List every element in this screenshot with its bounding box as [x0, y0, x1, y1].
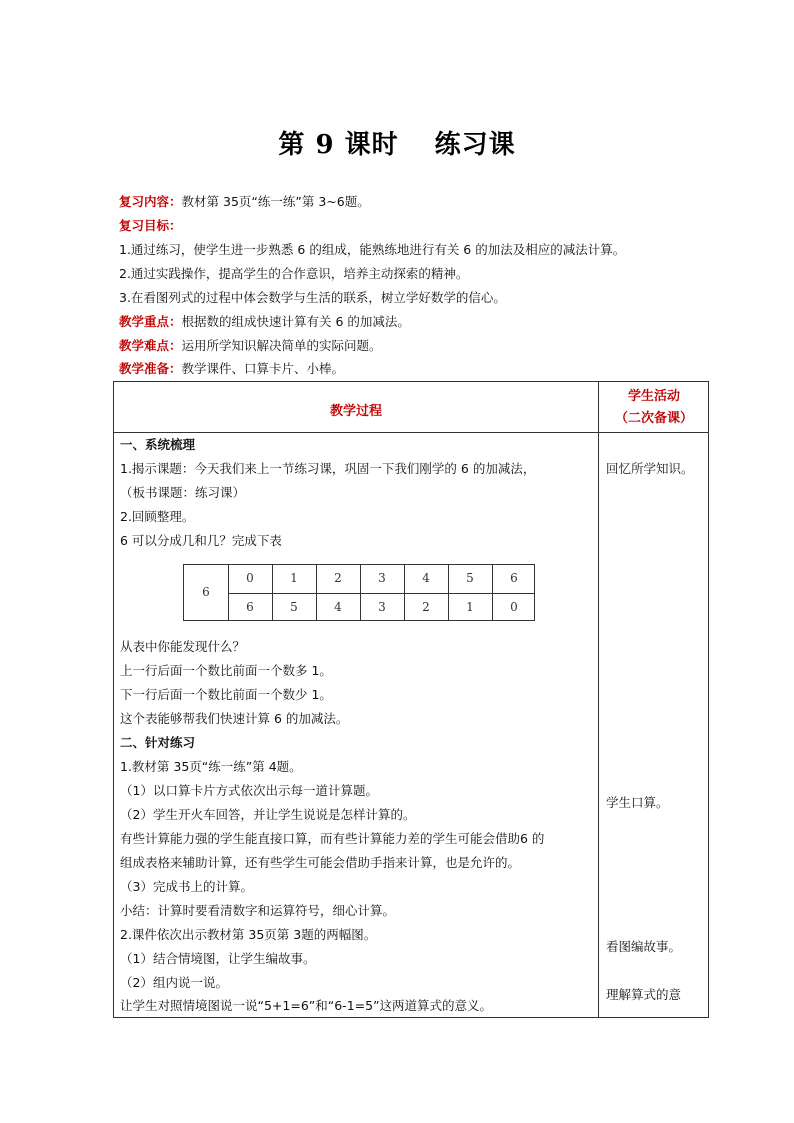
header-side-line-1: 学生活动 — [627, 389, 680, 404]
goal-1: 1.通过练习，使学生进一步熟悉 6 的组成，能熟练地进行有关 6 的加法及相应的减法计算。 — [119, 242, 626, 257]
meta-label: 复习目标： — [119, 218, 182, 233]
process-line: （1）结合情境图，让学生编故事。 — [120, 951, 316, 966]
process-line: 小结：计算时要看清数字和运算符号，细心计算。 — [120, 903, 396, 918]
composition-top-cell: 2 — [334, 571, 342, 585]
process-line: 从表中你能发现什么？ — [120, 639, 246, 654]
title-lesson-name: 练习课 — [434, 130, 516, 160]
meta-text: 教学课件、口算卡片、小棒。 — [181, 361, 345, 376]
process-line: 2.课件依次出示教材第 35页第 3题的两幅图。 — [120, 927, 377, 942]
composition-top-cell: 5 — [466, 571, 474, 585]
composition-bottom-cell: 3 — [378, 600, 386, 614]
meta-label: 教学难点： — [119, 338, 182, 353]
teaching-focus — [119, 314, 719, 330]
process-line: 组成表格来辅助计算，还有些学生可能会借助手指来计算，也是允许的。 — [120, 855, 521, 870]
composition-bottom-cell: 6 — [246, 600, 254, 614]
meta-text: 教材第 35页“练一练”第 3~6题。 — [181, 194, 370, 209]
composition-top-cell: 3 — [378, 571, 386, 585]
process-line: 有些计算能力强的学生能直接口算，而有些计算能力差的学生可能会借助6 的 — [120, 831, 545, 846]
process-line: （1）以口算卡片方式依次出示每一道计算题。 — [120, 783, 378, 798]
composition-bottom-cell: 5 — [290, 600, 298, 614]
goal-3: 3.在看图列式的过程中体会数学与生活的联系，树立学好数学的信心。 — [119, 290, 506, 305]
composition-whole: 6 — [202, 585, 210, 599]
composition-top-cell: 1 — [290, 571, 298, 585]
student-activity-note: 学生口算。 — [606, 795, 669, 810]
process-line: （2）组内说一说。 — [120, 975, 228, 990]
process-line: 下一行后面一个数比前面一个数少 1。 — [120, 687, 332, 702]
student-activity-note: 回忆所学知识。 — [606, 461, 694, 476]
header-divider — [114, 432, 708, 433]
teaching-preparation — [119, 361, 719, 377]
column-divider — [598, 382, 599, 1017]
header-teaching-process: 教学过程 — [329, 404, 382, 419]
meta-text: 根据数的组成快速计算有关 6 的加减法。 — [181, 314, 410, 329]
section-heading: 一、系统梳理 — [120, 437, 196, 452]
composition-bottom-cell: 1 — [466, 600, 474, 614]
composition-bottom-cell: 4 — [334, 600, 342, 614]
header-student-activity — [599, 386, 709, 430]
meta-label: 复习内容： — [119, 194, 182, 209]
composition-top-cell: 0 — [246, 571, 254, 585]
composition-top-cell: 6 — [510, 571, 518, 585]
page-title — [0, 124, 794, 161]
header-side-line-2: （二次备课） — [614, 411, 693, 426]
review-goals-heading — [119, 218, 719, 234]
composition-bottom-cell: 0 — [510, 600, 518, 614]
process-line: 上一行后面一个数比前面一个数多 1。 — [120, 663, 332, 678]
process-line: 1.教材第 35页“练一练”第 4题。 — [120, 759, 302, 774]
composition-bottom-cell: 2 — [422, 600, 430, 614]
teaching-difficulty — [119, 338, 719, 354]
lesson-table — [113, 381, 709, 1018]
meta-label: 教学准备： — [119, 361, 182, 376]
meta-text: 运用所学知识解决简单的实际问题。 — [181, 338, 382, 353]
process-line: （板书课题：练习课） — [120, 485, 246, 500]
process-line: 2.回顾整理。 — [120, 509, 195, 524]
composition-row-divider — [228, 593, 534, 594]
process-line: 6 可以分成几和几？完成下表 — [120, 533, 282, 548]
student-activity-note: 理解算式的意 — [606, 987, 682, 1002]
goal-2: 2.通过实践操作，提高学生的合作意识，培养主动探索的精神。 — [119, 266, 469, 281]
composition-table — [183, 564, 535, 621]
section-heading: 二、针对练习 — [120, 735, 196, 750]
meta-label: 教学重点： — [119, 314, 182, 329]
process-line: 这个表能够帮我们快速计算 6 的加减法。 — [120, 711, 349, 726]
review-content — [119, 194, 719, 210]
title-lesson-number: 第 9 课时 — [278, 130, 399, 160]
process-line: 让学生对照情境图说一说“5+1=6”和“6-1=5”这两道算式的意义。 — [120, 998, 493, 1013]
process-line: 1.揭示课题：今天我们来上一节练习课，巩固一下我们刚学的 6 的加减法， — [120, 461, 536, 476]
process-line: （2）学生开火车回答，并让学生说说是怎样计算的。 — [120, 807, 416, 822]
composition-top-cell: 4 — [422, 571, 430, 585]
process-line: （3）完成书上的计算。 — [120, 879, 253, 894]
student-activity-note: 看图编故事。 — [606, 939, 682, 954]
